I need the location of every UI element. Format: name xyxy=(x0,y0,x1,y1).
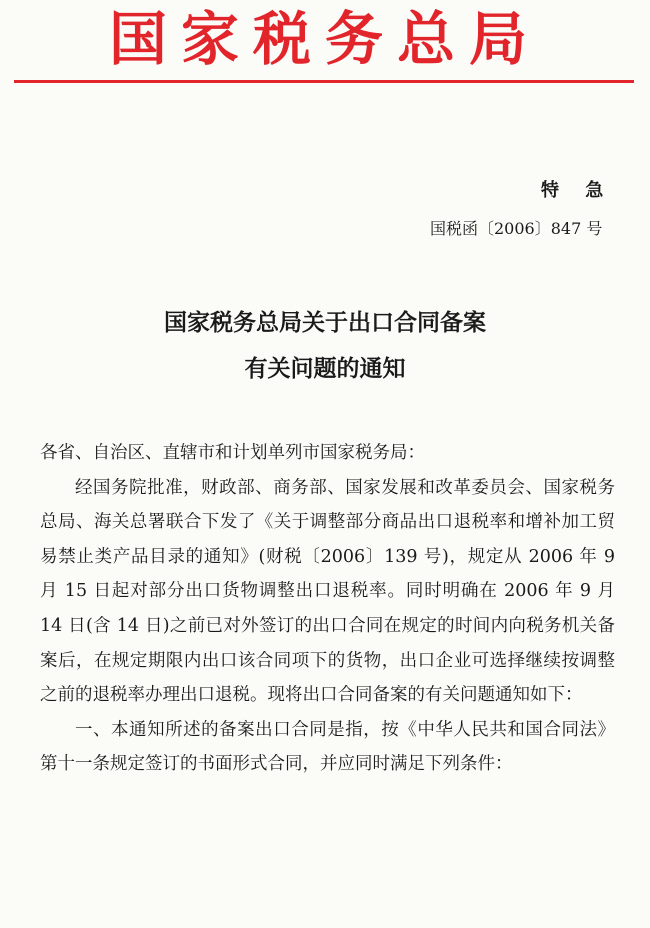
document-body xyxy=(40,436,615,782)
salutation: 各省、自治区、直辖市和计划单列市国家税务局： xyxy=(40,443,425,463)
document-title-line-2: 有关问题的通知 xyxy=(244,355,406,382)
body-paragraph: 一、本通知所述的备案出口合同是指，按《中华人民共和国合同法》第十一条规定签订的书面形式合同，并应同时满足下列条件： xyxy=(40,719,615,775)
document-title-line-1: 国家税务总局关于出口合同备案 xyxy=(164,309,486,336)
document-number: 国税函〔2006〕847 号 xyxy=(430,219,603,238)
body-paragraph: 经国务院批准，财政部、商务部、国家发展和改革委员会、国家税务总局、海关总署联合下发了《关于调整部分商品出口退税率和增补加工贸易禁止类产品目录的通知》(财税〔2006〕139 号)，规定从 2006 年 9 月 15 日起对部分出口货物调整出口退税率。同时明确在 2006 年 9 月 14 日(含 14 日)之前已对外签订的出口合同在规定的时间内向税务机关备案后，在规定期限内出口该合同项下的货物，出口企业可选择继续按调整之前的退税率办理出口退税。现将出口合同备案的有关问题通知如下： xyxy=(40,477,615,706)
letterhead-divider xyxy=(14,80,634,83)
letterhead-title: 国家税务总局 xyxy=(108,5,541,73)
urgency-mark: 特 急 xyxy=(541,180,614,201)
